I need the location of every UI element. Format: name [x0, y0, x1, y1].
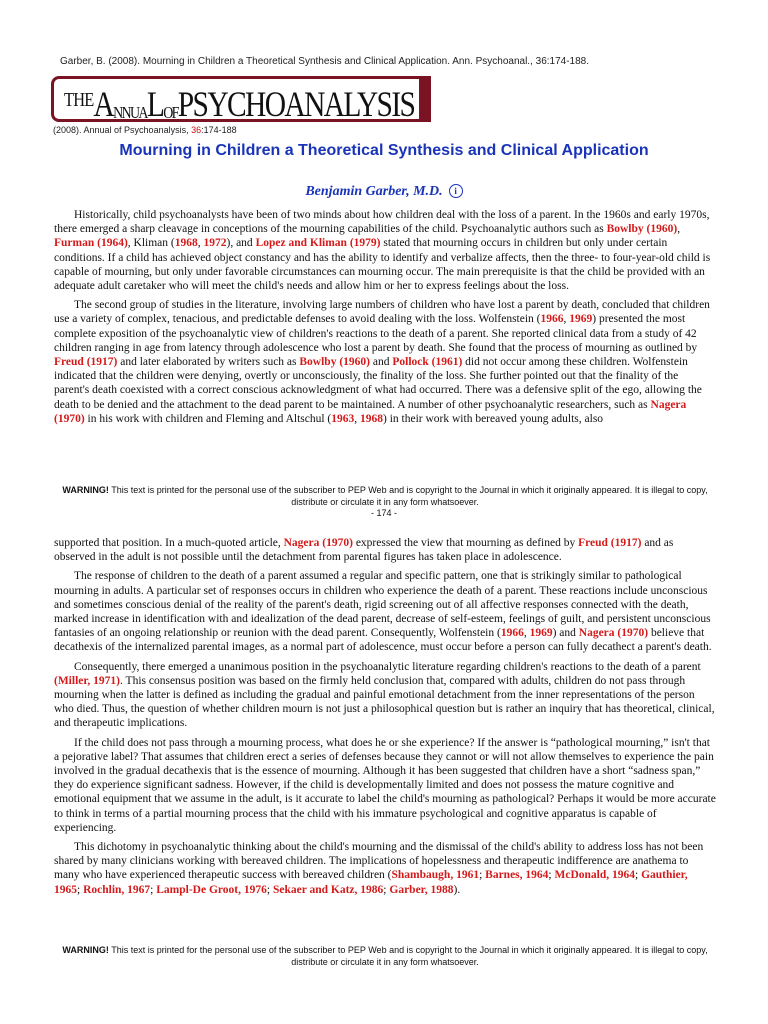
- copyright-warning: WARNING! This text is printed for the personal use of the subscriber to PEP Web and is copyright to the Journal in which it originally appeared. It is illegal to copy, distribute or circulate it in any form whatsoever.: [62, 485, 708, 507]
- reference-link[interactable]: Nagera (1970): [283, 537, 353, 549]
- reference-link[interactable]: Nagera (1970): [54, 398, 687, 425]
- source-line: (2008). Annual of Psychoanalysis, 36:174-188: [53, 125, 237, 135]
- reference-link[interactable]: Shambaugh, 1961: [391, 869, 480, 882]
- reference-link[interactable]: Sekaer and Katz, 1986: [272, 883, 384, 896]
- page-175-body: [54, 536, 716, 902]
- paragraph: Historically, child psychoanalysts have been of two minds about how children deal with the loss of a parent. In the 1960s and early 1970s, there emerged a sharp cleavage in conceptions of the mourning capabilities of the child. Psychoanalytic authors such as Bowlby (1960), Furman (1964), Kliman (1968, 1972), and Lopez and Kliman (1979) stated that mourning occurs in children but only under certain conditions. If a child has achieved object constancy and has the ability to identify and verbalize affects, then the three- to four-year-old child is capable of mourning, but only under favorable circumstances can mourning occur. The main prerequisite is that the child be provided with an adequate adult caretaker who will meet the child's needs and allow him or her to express feelings about the loss.: [54, 209, 711, 293]
- article-title: Mourning in Children a Theoretical Synthesis and Clinical Application: [119, 142, 649, 159]
- info-icon[interactable]: i: [449, 184, 463, 198]
- reference-link[interactable]: (Miller, 1971): [54, 674, 121, 687]
- reference-link[interactable]: Rochlin, 1967: [83, 883, 151, 896]
- reference-link[interactable]: 1963: [331, 412, 355, 425]
- paragraph: Consequently, there emerged a unanimous position in the psychoanalytic literature regarding children's reactions to the death of a parent (Miller, 1971). This consensus position was based on the firmly held conclusion that, compared with adults, children do not pass through mourning when the latter is defined as including the gradual and painful emotional detachment from the inner representations of the person who died. Thus, the question of whether children mourn is not just a philosophical question but is rather an inquiry that has theoretical, clinical, and therapeutic implications.: [54, 660, 715, 730]
- journal-banner-logo: [51, 76, 431, 122]
- reference-link[interactable]: Nagera (1970): [578, 627, 649, 640]
- reference-link[interactable]: 1969: [569, 313, 593, 326]
- page-number: - 174 -: [370, 508, 397, 518]
- reference-link[interactable]: Freud (1917): [54, 356, 118, 369]
- journal-banner-text: $^{THE}$ANNUALOFPSYCHOANALYSIS: [64, 84, 415, 124]
- paragraph: This dichotomy in psychoanalytic thinking about the child's mourning and the dismissal of the child's ability to address loss has not been shared by many clinicians working with bereaved children. The implications of hopelessness and therapeutic indifference are anathema to many who have experienced therapeutic success with bereaved children (Shambaugh, 1961; Barnes, 1964; McDonald, 1964; Gauthier, 1965; Rochlin, 1967; Lampl-De Groot, 1976; Sekaer and Katz, 1986; Garber, 1988).: [54, 841, 704, 896]
- copyright-warning: WARNING! This text is printed for the personal use of the subscriber to PEP Web and is copyright to the Journal in which it originally appeared. It is illegal to copy, distribute or circulate it in any form whatsoever.: [62, 945, 708, 967]
- author-name: Benjamin Garber, M.D.: [305, 184, 443, 199]
- reference-link[interactable]: Lopez and Kliman (1979): [255, 237, 381, 250]
- reference-link[interactable]: 1968: [174, 237, 198, 250]
- citation-line: Garber, B. (2008). Mourning in Children a Theoretical Synthesis and Clinical Application. Ann. Psychoanal., 36:174-188.: [60, 56, 590, 67]
- paragraph: The second group of studies in the literature, involving large numbers of children who have lost a parent by death, concluded that children use a variety of complex, tenacious, and predictable defenses to avoid dealing with the loss. Wolfenstein (1966, 1969) presented the most complete exposition of the psychoanalytic view of children's reactions to the death of a parent. She reported clinical data from a study of 42 children ranging in age from latency through adolescence who lost a parent by death. She found that the process of mourning as outlined by Freud (1917) and later elaborated by writers such as Bowlby (1960) and Pollock (1961) did not occur among these children. Wolfenstein indicated that the children were denying, overtly or unconsciously, the finality of the loss. She further pointed out that the finality of the parent's death coexisted with a correct conscious acknowledgment of what had occurred. There was a defensive split of the ego, allowing the death to be denied and the attachment to the dead parent to be maintained. A number of other psychoanalytic researchers, such as Nagera (1970) in his work with children and Fleming and Altschul (1963, 1968) in their work with bereaved young adults, also: [54, 299, 710, 425]
- reference-link[interactable]: Garber, 1988: [389, 883, 454, 896]
- paragraph: supported that position. In a much-quoted article, Nagera (1970) expressed the view that mourning as defined by Freud (1917) and as observed in the adult is not possible until the detachment from parental figures has taken place in adolescence.: [54, 537, 674, 564]
- reference-link[interactable]: Furman (1964): [54, 237, 128, 250]
- reference-link[interactable]: Bowlby (1960): [606, 223, 678, 236]
- reference-link[interactable]: Bowlby (1960): [299, 356, 370, 369]
- reference-link[interactable]: 1966: [500, 627, 524, 640]
- volume-link[interactable]: 36: [191, 125, 202, 135]
- reference-link[interactable]: Pollock (1961): [392, 356, 463, 369]
- reference-link[interactable]: 1969: [529, 627, 553, 640]
- reference-link[interactable]: 1972: [203, 237, 227, 250]
- reference-link[interactable]: Lampl-De Groot, 1976: [156, 883, 267, 896]
- paragraph: If the child does not pass through a mourning process, what does he or she experience? If the answer is “pathological mourning,” isn't that a pejorative label? That assumes that children erect a series of defenses because they cannot or will not allow themselves to experience the pain involved in the gradual decathexis that is the essence of mourning. Although it has been suggested that children have a short “sadness span,” they do experience significant sadness. However, if the child is developmentally limited and does not possess the mature cognitive and emotional equipment that we assume in the adult, is it accurate to label the child's mourning as pathological? Perhaps it would be more accurate to think in terms of a partial mourning process that the child with his immature psychological and cognitive apparatus is capable of experiencing.: [54, 736, 716, 834]
- page-174-body: [54, 208, 716, 431]
- reference-link[interactable]: 1966: [540, 313, 564, 326]
- reference-link[interactable]: Freud (1917): [578, 537, 642, 549]
- paragraph: The response of children to the death of a parent assumed a regular and specific pattern, one that is strikingly similar to pathological mourning in adults. A particular set of responses occurs in children who experience the death of a parent. These reactions include unconscious and sometimes conscious denial of the reality of the parent's death, rigid screening out of all affective responses connected with the death, marked increase in identification with and idealization of the dead parent, decrease of self-esteem, feelings of guilt, and persistent unconscious fantasies of an ongoing relationship or reunion with the dead parent. Consequently, Wolfenstein (1966, 1969) and Nagera (1970) believe that decathexis of the internalized parental images, as a normal part of adolescence, must occur before a person can fully decathect a parent's death.: [54, 570, 712, 654]
- reference-link[interactable]: McDonald, 1964: [554, 869, 635, 882]
- reference-link[interactable]: Gauthier, 1965: [54, 869, 688, 896]
- reference-link[interactable]: Barnes, 1964: [485, 869, 549, 882]
- author-line: [0, 184, 768, 200]
- reference-link[interactable]: 1968: [360, 412, 384, 425]
